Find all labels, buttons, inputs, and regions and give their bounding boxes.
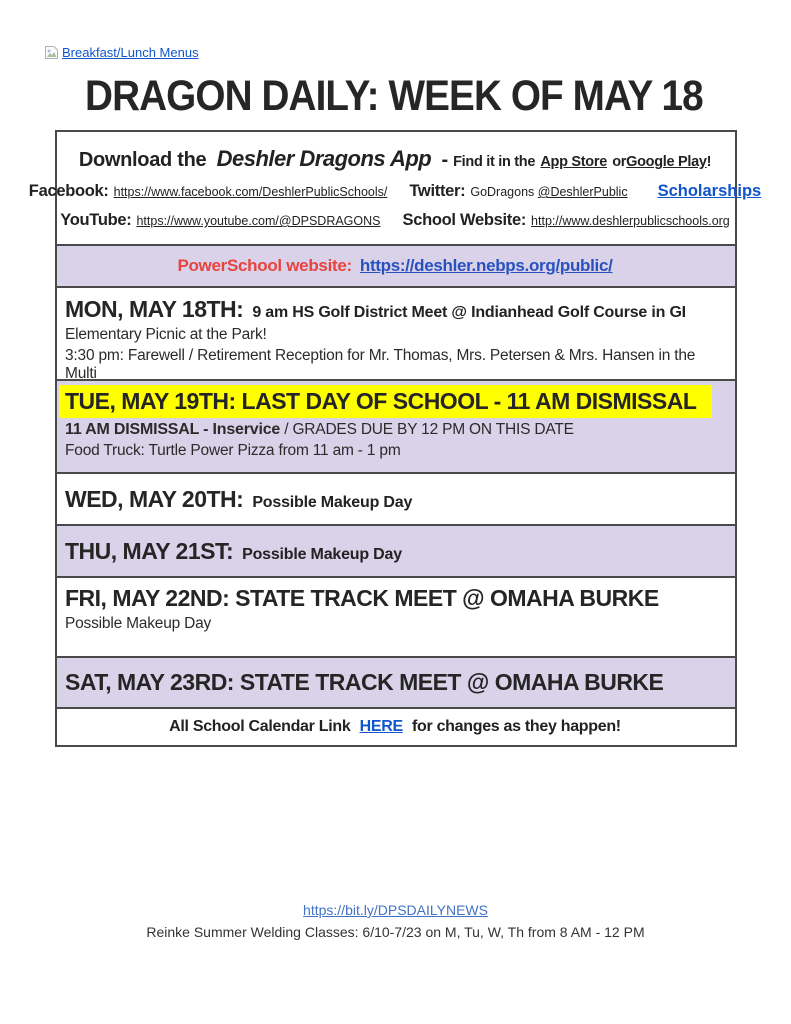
friday-heading: FRI, MAY 22ND: STATE TRACK MEET @ OMAHA BURKE [65, 585, 659, 611]
row-monday [57, 286, 735, 382]
youtube-label: YouTube: [60, 211, 132, 229]
find-it-text: Find it in the [453, 154, 536, 170]
app-name: Deshler Dragons App [216, 146, 432, 171]
google-play-link[interactable]: Google Play [626, 154, 707, 170]
row-friday [57, 576, 735, 656]
school-website-label: School Website: [402, 211, 527, 229]
saturday-heading: SAT, MAY 23RD: STATE TRACK MEET @ OMAHA BURKE [65, 669, 664, 695]
thursday-heading: THU, MAY 21ST: [65, 537, 234, 564]
row-powerschool [57, 244, 735, 286]
tuesday-dismissal-sep: / [284, 421, 289, 438]
powerschool-url-link[interactable]: https://deshler.nebps.org/public/ [359, 256, 613, 275]
wednesday-heading-detail: Possible Makeup Day [252, 493, 413, 511]
dash: - [441, 149, 448, 171]
monday-line-picnic: Elementary Picnic at the Park! [65, 326, 267, 343]
app-store-link[interactable]: App Store [540, 154, 607, 170]
monday-heading: MON, MAY 18TH: [65, 296, 244, 322]
breakfast-lunch-menus-link[interactable]: Breakfast/Lunch Menus [62, 45, 199, 60]
broken-image-icon [44, 45, 59, 60]
row-thursday [57, 524, 735, 576]
app-download-line [79, 146, 711, 172]
tuesday-grades-due: GRADES DUE BY 12 PM ON THIS DATE [292, 421, 574, 438]
tuesday-heading-highlighted: TUE, MAY 19TH: LAST DAY OF SCHOOL - 11 AM DISMISSAL [59, 385, 712, 418]
daily-news-link[interactable]: https://bit.ly/DPSDAILYNEWS [303, 902, 488, 918]
page-title: DRAGON DAILY: WEEK OF MAY 18 [85, 72, 703, 120]
scholarships-link[interactable]: Scholarships [657, 182, 762, 200]
row-saturday [57, 656, 735, 707]
calendar-suffix: for changes as they happen! [412, 718, 621, 735]
row-tuesday [57, 379, 735, 472]
facebook-twitter-line [29, 182, 761, 201]
youtube-url-link[interactable]: https://www.youtube.com/@DPSDRAGONS [136, 214, 381, 228]
calendar-here-link[interactable]: HERE [359, 718, 403, 735]
row-app-social [28, 132, 762, 244]
friday-line-makeup: Possible Makeup Day [65, 615, 212, 632]
twitter-handle-link[interactable]: @DeshlerPublic [537, 185, 628, 199]
wednesday-heading: WED, MAY 20TH: [65, 485, 244, 512]
twitter-name: GoDragons [470, 185, 535, 199]
youtube-website-line [60, 211, 730, 230]
tuesday-line-foodtruck: Food Truck: Turtle Power Pizza from 11 am - 1 pm [65, 442, 401, 459]
or-text: or [612, 154, 627, 170]
tuesday-line-dismissal [65, 421, 725, 439]
facebook-url-link[interactable]: https://www.facebook.com/DeshlerPublicSchools/ [113, 185, 388, 199]
footer [0, 902, 791, 940]
monday-heading-detail: 9 am HS Golf District Meet @ Indianhead Golf Course in GI [252, 304, 686, 321]
school-website-url-link[interactable]: http://www.deshlerpublicschools.org [531, 214, 730, 228]
calendar-prefix: All School Calendar Link [169, 718, 351, 735]
tuesday-dismissal-bold: 11 AM DISMISSAL - Inservice [65, 421, 281, 438]
twitter-label: Twitter: [409, 182, 466, 200]
powerschool-label: PowerSchool website: [177, 256, 352, 275]
breakfast-lunch-menus-row [44, 45, 199, 60]
newsletter-table [28, 130, 762, 747]
monday-line-reception: 3:30 pm: Farewell / Retirement Reception for Mr. Thomas, Mrs. Petersen & Mrs. Hansen in the Multi [65, 347, 696, 382]
download-prefix: Download the [78, 149, 207, 171]
exclaim: ! [706, 154, 712, 170]
row-calendar-link [57, 707, 735, 745]
row-wednesday [57, 472, 735, 524]
thursday-heading-detail: Possible Makeup Day [242, 545, 402, 563]
facebook-label: Facebook: [28, 182, 109, 200]
welding-classes-note: Reinke Summer Welding Classes: 6/10-7/23 on M, Tu, W, Th from 8 AM - 12 PM [146, 924, 645, 940]
